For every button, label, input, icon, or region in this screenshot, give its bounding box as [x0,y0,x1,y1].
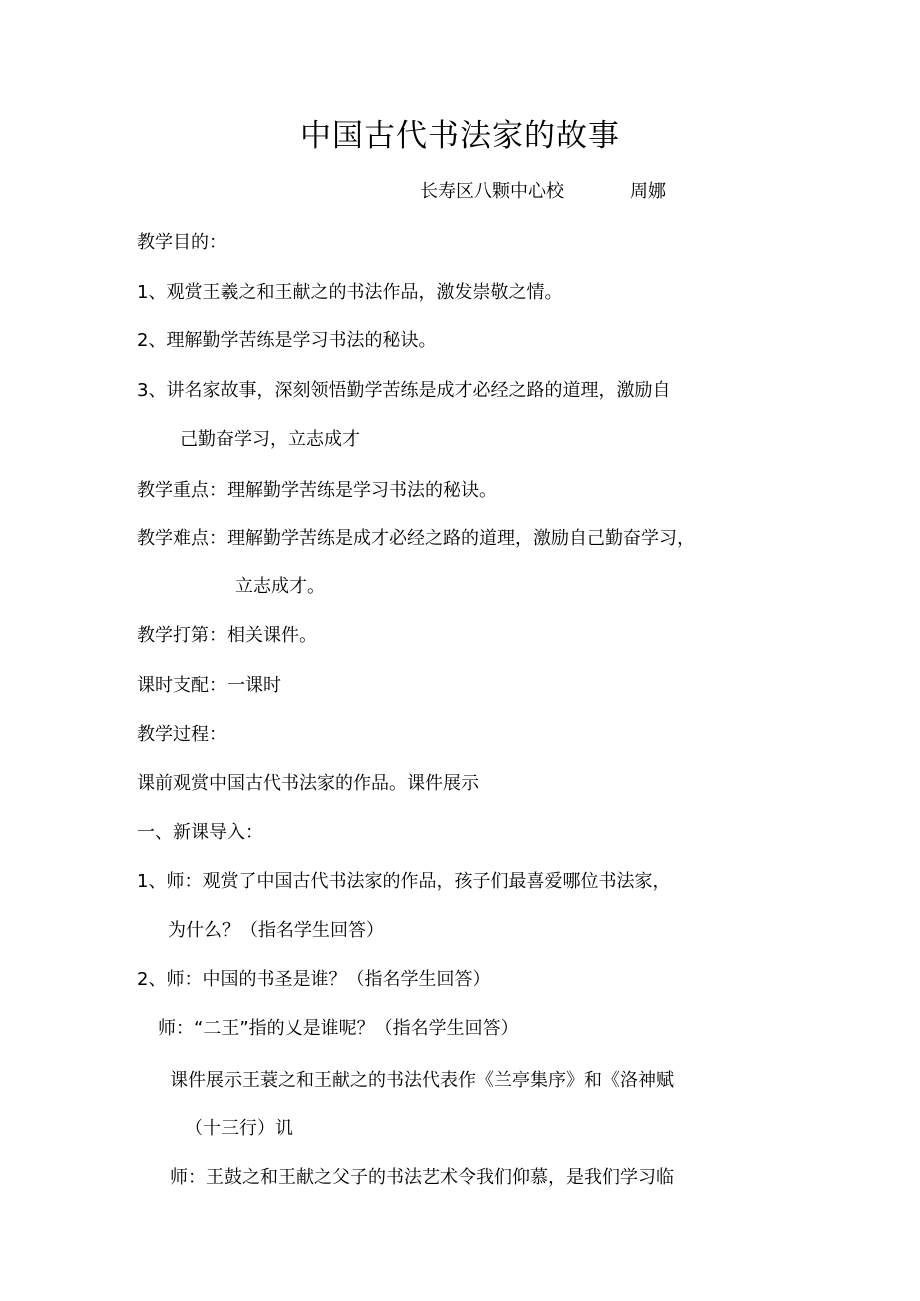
process-paragraph: 课前观赏中国古代书法家的作品。课件展示 [137,773,479,794]
difficult-point-continuation: 立志成才。 [235,576,325,597]
process-paragraph-continuation: （十三行）讥 [185,1118,293,1139]
teaching-materials: 教学打第：相关课件。 [137,625,317,646]
objective-item: 2、理解勤学苦练是学习书法的秘诀。 [137,330,437,351]
author-name: 周娜 [630,181,666,202]
section-heading-introduction: 一、新课导入： [137,822,263,843]
section-heading-process: 教学过程： [137,724,227,745]
school-name: 长寿区八颗中心校 [420,181,564,202]
class-hours: 课时支配：一课时 [137,675,281,696]
document-title: 中国古代书法家的故事 [300,118,620,154]
process-paragraph: 2、师：中国的书圣是谁？（指名学生回答） [137,969,491,990]
objective-item: 3、讲名家故事，深刻领悟勤学苦练是成才必经之路的道理，激励自 [137,380,671,401]
difficult-point: 教学难点：理解勤学苦练是成才必经之路的道理，激励自己勤奋学习， [137,528,695,549]
process-paragraph: 师：“二王”指的乂是谁呢？（指名学生回答） [158,1018,519,1039]
process-paragraph-continuation: 为什么？（指名学生回答） [168,920,384,941]
objective-item: 1、观赏王羲之和王献之的书法作品，激发崇敬之情。 [137,282,563,303]
process-paragraph: 师：王鼓之和王献之父子的书法艺术令我们仰慕，是我们学习临 [170,1167,674,1188]
process-paragraph: 课件展示王蓑之和王献之的书法代表作《兰亭集序》和《洛神赋 [170,1070,674,1091]
process-paragraph: 1、师：观赏了中国古代书法家的作品，孩子们最喜爱哪位书法家， [137,871,671,892]
section-heading-objectives: 教学目的： [137,232,227,253]
key-point: 教学重点：理解勤学苦练是学习书法的秘诀。 [137,480,497,501]
objective-item-continuation: 己勤奋学习，立志成才 [180,429,360,450]
